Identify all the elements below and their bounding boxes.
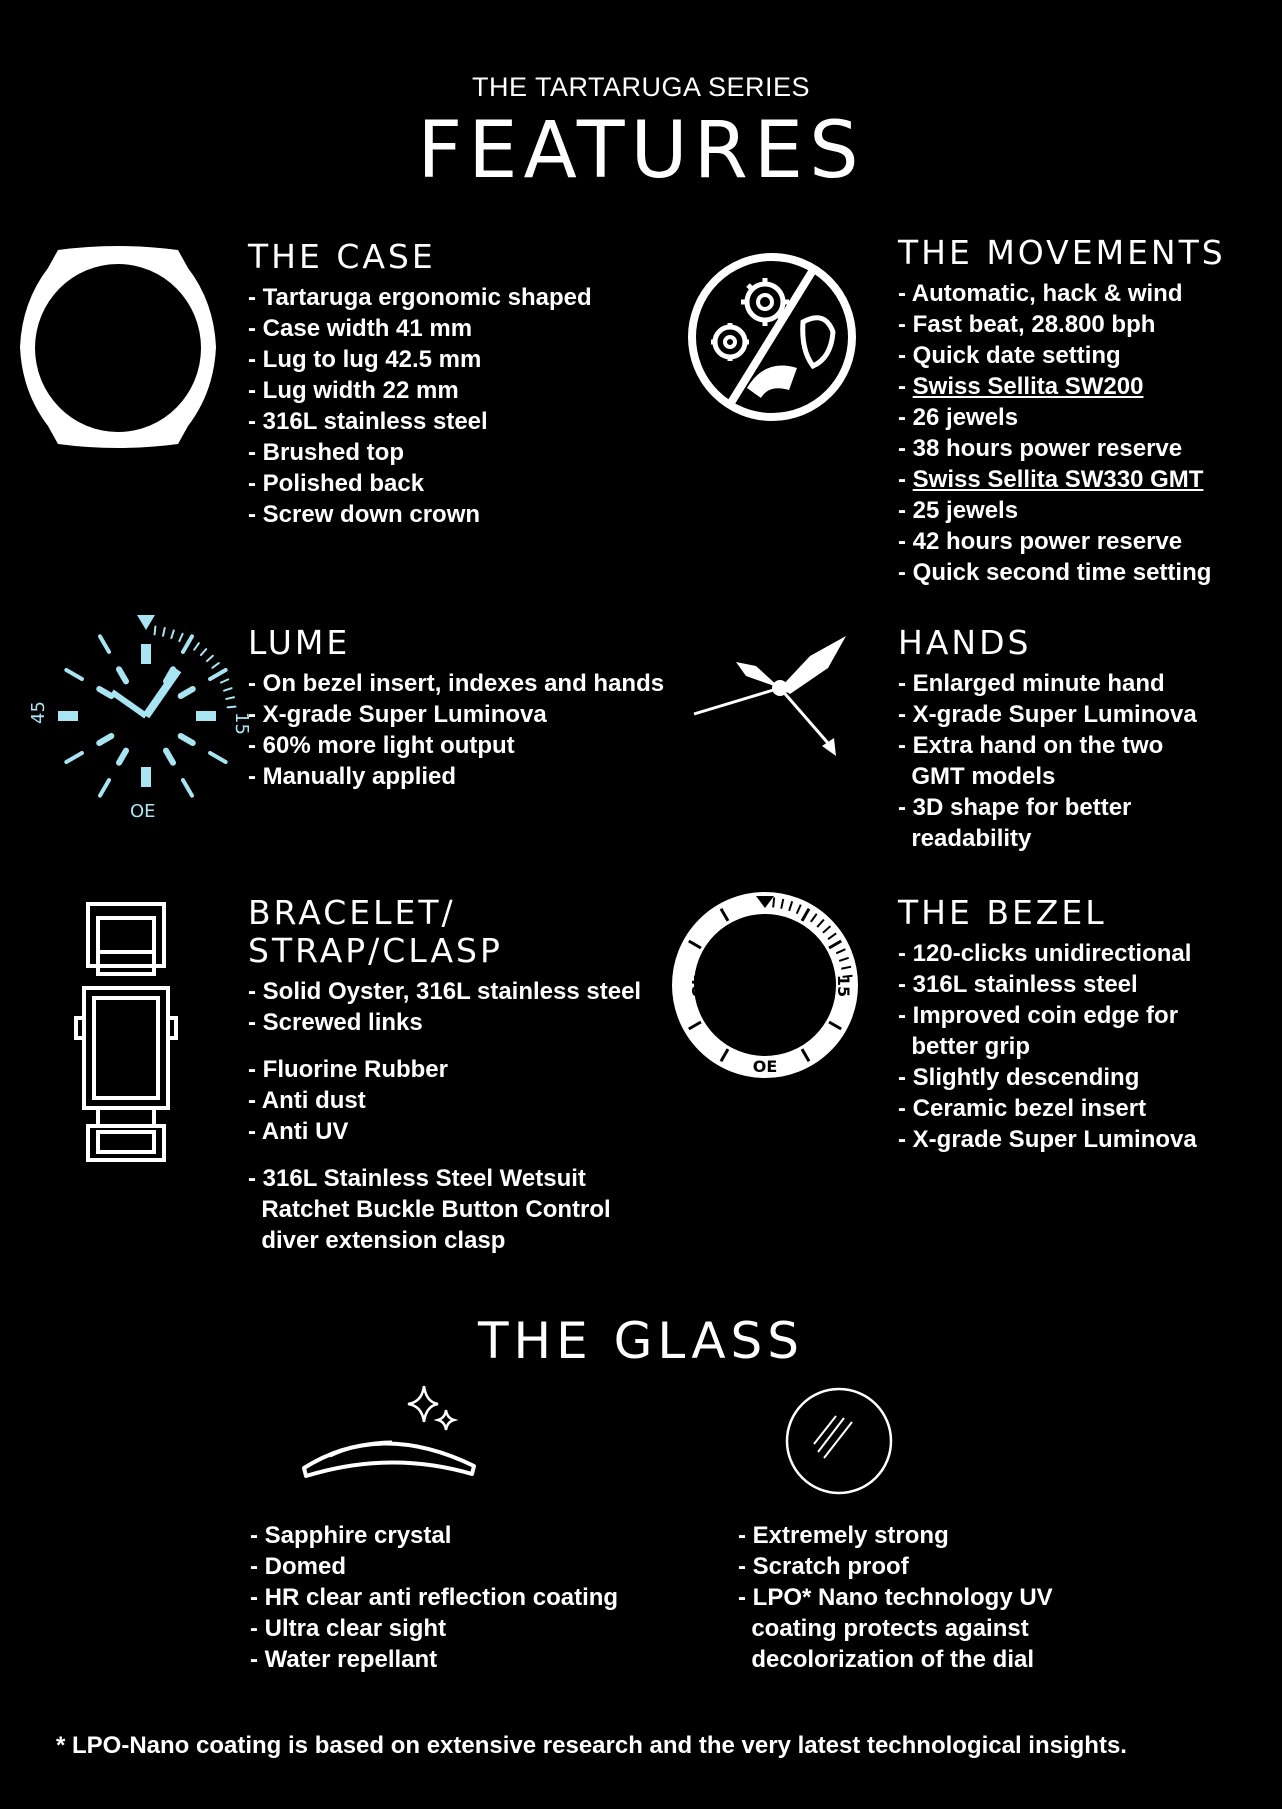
lume-index-mark bbox=[210, 753, 226, 762]
bracelet-section bbox=[248, 894, 641, 1256]
hands-item: GMT models bbox=[898, 763, 1056, 790]
case-item: - Polished back bbox=[248, 470, 425, 497]
lume-minute-tick bbox=[224, 688, 232, 690]
lume-label-oe: OE bbox=[130, 801, 156, 822]
bezel-item: - 316L stainless steel bbox=[898, 971, 1138, 998]
hands-section bbox=[898, 624, 1197, 854]
lume-index-mark bbox=[100, 780, 109, 796]
movements-item: - Quick date setting bbox=[898, 342, 1121, 369]
glass-left-list bbox=[250, 1520, 618, 1675]
case-item: - Screw down crown bbox=[248, 501, 481, 528]
lume-inner-index bbox=[119, 669, 126, 681]
bezel-item: - Ceramic bezel insert bbox=[898, 1095, 1147, 1122]
bracelet-list bbox=[248, 976, 641, 1256]
bracelet-icon bbox=[74, 900, 178, 1169]
lume-minute-tick bbox=[155, 626, 156, 634]
lume-minute-tick bbox=[179, 634, 182, 641]
lume-inner-index bbox=[99, 689, 111, 696]
bezel-ring-icon bbox=[670, 890, 860, 1085]
bracelet-title-line2: STRAP/CLASP bbox=[248, 931, 503, 970]
lume-inner-index bbox=[181, 736, 193, 743]
lume-minute-tick bbox=[194, 643, 199, 649]
page-title: FEATURES bbox=[417, 106, 865, 196]
lume-item: - 60% more light output bbox=[248, 732, 515, 759]
hands-item: - Extra hand on the two bbox=[898, 732, 1164, 759]
bezel-item: - Improved coin edge for bbox=[898, 1002, 1179, 1029]
movements-item: - Swiss Sellita SW330 GMT bbox=[898, 466, 1204, 493]
sw330-link[interactable]: Swiss Sellita SW330 GMT bbox=[912, 466, 1204, 493]
case-list bbox=[248, 282, 592, 530]
lume-minute-tick bbox=[226, 697, 234, 699]
series-label: THE TARTARUGA SERIES bbox=[471, 72, 811, 102]
bracelet-item: - 316L Stainless Steel Wetsuit bbox=[248, 1165, 586, 1192]
case-title: THE CASE bbox=[248, 237, 436, 276]
glass-item: - Extremely strong bbox=[738, 1522, 949, 1549]
bezel-list bbox=[898, 938, 1197, 1155]
movements-item: - 38 hours power reserve bbox=[898, 435, 1183, 462]
bracelet-item: - Solid Oyster, 316L stainless steel bbox=[248, 978, 642, 1005]
lume-index-mark bbox=[100, 636, 109, 652]
glass-title: THE GLASS bbox=[477, 1312, 805, 1370]
lume-item: - X-grade Super Luminova bbox=[248, 701, 547, 728]
case-item: - Lug to lug 42.5 mm bbox=[248, 346, 482, 373]
lume-index-mark bbox=[66, 670, 82, 679]
bezel-item: - Slightly descending bbox=[898, 1064, 1140, 1091]
glass-item: - HR clear anti reflection coating bbox=[250, 1584, 619, 1611]
movement-gears-icon bbox=[685, 250, 859, 429]
lume-item: - Manually applied bbox=[248, 763, 457, 790]
glass-item: coating protects against bbox=[738, 1615, 1029, 1642]
lume-inner-index bbox=[181, 689, 193, 696]
lume-minute-tick bbox=[228, 707, 236, 708]
hands-item: readability bbox=[898, 825, 1032, 852]
bracelet-item: Ratchet Buckle Button Control bbox=[248, 1196, 611, 1223]
lume-item: - On bezel insert, indexes and hands bbox=[248, 670, 665, 697]
lume-index-mark bbox=[66, 753, 82, 762]
sw200-link[interactable]: Swiss Sellita SW200 bbox=[912, 373, 1144, 400]
hands-title: HANDS bbox=[898, 623, 1032, 662]
bezel-label-15: 15 bbox=[834, 974, 853, 998]
case-icon bbox=[18, 242, 218, 457]
lume-label-15: 15 bbox=[231, 712, 252, 735]
lume-minute-tick bbox=[171, 630, 173, 638]
case-item: - Case width 41 mm bbox=[248, 315, 473, 342]
case-item: - 316L stainless steel bbox=[248, 408, 488, 435]
bezel-section bbox=[898, 894, 1197, 1155]
bezel-label-45: 45 bbox=[688, 974, 707, 998]
glass-item: - LPO* Nano technology UV bbox=[738, 1584, 1053, 1611]
lume-label-45: 45 bbox=[28, 701, 49, 724]
movements-item: - Quick second time setting bbox=[898, 559, 1212, 586]
domed-crystal-icon bbox=[300, 1380, 480, 1485]
glass-item: - Water repellant bbox=[250, 1646, 438, 1673]
lume-inner-index bbox=[119, 751, 126, 763]
lume-minute-tick bbox=[201, 649, 206, 655]
bezel-item: - X-grade Super Luminova bbox=[898, 1126, 1197, 1153]
lume-minute-tick bbox=[221, 679, 228, 682]
bracelet-item: diver extension clasp bbox=[248, 1227, 506, 1254]
lume-list bbox=[248, 668, 664, 792]
movements-item: - 26 jewels bbox=[898, 404, 1019, 431]
lume-minute-tick bbox=[207, 656, 213, 661]
scratch-proof-lens-icon bbox=[784, 1386, 894, 1501]
bracelet-item: - Anti UV bbox=[248, 1118, 349, 1145]
bezel-minute-tick bbox=[773, 897, 774, 907]
lume-title: LUME bbox=[248, 623, 351, 662]
bracelet-item: - Fluorine Rubber bbox=[248, 1056, 448, 1083]
movements-item: - Fast beat, 28.800 bph bbox=[898, 311, 1156, 338]
glass-item: - Sapphire crystal bbox=[250, 1522, 452, 1549]
glass-item: - Ultra clear sight bbox=[250, 1615, 447, 1642]
hands-list bbox=[898, 668, 1197, 854]
movements-item: - 42 hours power reserve bbox=[898, 528, 1183, 555]
glass-right-list bbox=[738, 1520, 1053, 1675]
bracelet-item: - Screwed links bbox=[248, 1009, 423, 1036]
glass-item: - Domed bbox=[250, 1553, 346, 1580]
glass-item: - Scratch proof bbox=[738, 1553, 909, 1580]
watch-hands-icon bbox=[690, 632, 850, 767]
case-item: - Lug width 22 mm bbox=[248, 377, 459, 404]
hands-item: - Enlarged minute hand bbox=[898, 670, 1165, 697]
bracelet-title-line1: BRACELET/ bbox=[248, 893, 456, 932]
bezel-title: THE BEZEL bbox=[898, 893, 1107, 932]
lume-minute-tick bbox=[212, 663, 218, 668]
lume-inner-index bbox=[166, 751, 173, 763]
bezel-item: - 120-clicks unidirectional bbox=[898, 940, 1192, 967]
lume-inner-index bbox=[99, 736, 111, 743]
footnote: * LPO-Nano coating is based on extensive research and the very latest technological insights. bbox=[56, 1732, 1127, 1759]
bezel-label-oe: OE bbox=[752, 1057, 778, 1076]
case-section bbox=[248, 238, 592, 530]
movements-section bbox=[898, 234, 1226, 588]
lume-index-mark bbox=[183, 780, 192, 796]
bracelet-item: - Anti dust bbox=[248, 1087, 366, 1114]
movements-list bbox=[898, 278, 1226, 588]
bezel-item: better grip bbox=[898, 1033, 1031, 1060]
case-item: - Tartaruga ergonomic shaped bbox=[248, 284, 592, 311]
lume-section bbox=[248, 624, 664, 792]
lume-minute-tick bbox=[163, 628, 165, 636]
case-item: - Brushed top bbox=[248, 439, 404, 466]
glass-item: decolorization of the dial bbox=[738, 1646, 1035, 1673]
hands-item: - X-grade Super Luminova bbox=[898, 701, 1197, 728]
movements-title: THE MOVEMENTS bbox=[898, 233, 1226, 272]
hands-item: - 3D shape for better bbox=[898, 794, 1132, 821]
lume-dial-icon bbox=[20, 610, 252, 831]
movements-item: - 25 jewels bbox=[898, 497, 1019, 524]
movements-item: - Swiss Sellita SW200 bbox=[898, 373, 1144, 400]
movements-item: - Automatic, hack & wind bbox=[898, 280, 1183, 307]
